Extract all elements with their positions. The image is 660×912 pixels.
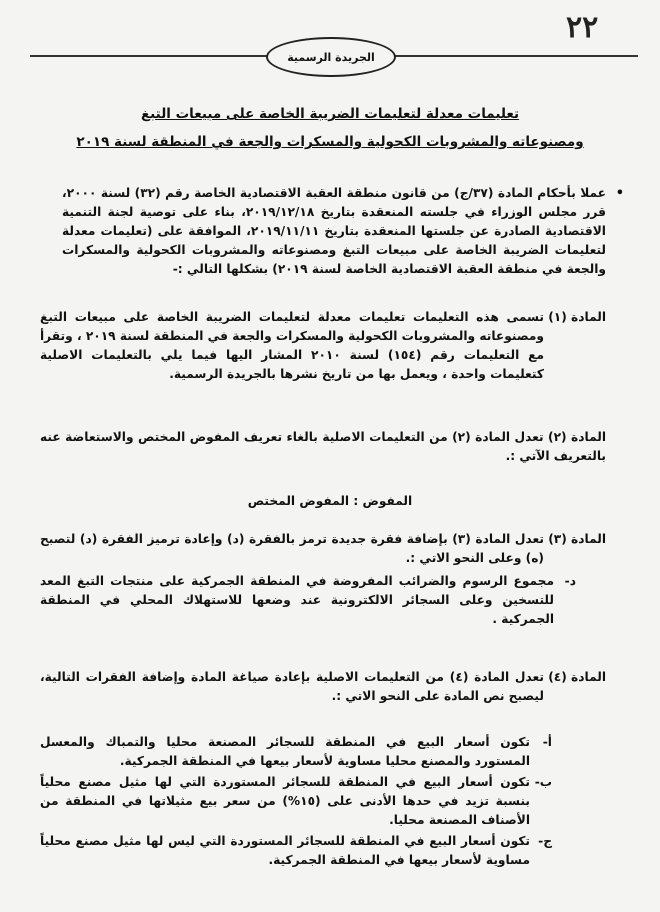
article-4-item-c bbox=[40, 832, 552, 870]
bullet-icon: • bbox=[615, 186, 624, 201]
article-4-item-c-text: تكون أسعار البيع في المنطقة للسجائر المستوردة التي ليس لها مثيل مصنع محلياً مساوية لأسعار بيعها في المنطقة الجمركية. bbox=[40, 834, 530, 867]
article-1 bbox=[40, 308, 606, 398]
title-line-1: تعليمات معدلة لتعليمات الضريبة الخاصة على مبيعات التبغ bbox=[140, 106, 520, 122]
article-4-item-b bbox=[40, 773, 552, 830]
intro-paragraph bbox=[62, 184, 624, 279]
article-3-item-d bbox=[40, 572, 576, 629]
article-4 bbox=[40, 668, 606, 708]
article-4-label: المادة (٤) bbox=[548, 670, 606, 684]
document-title bbox=[40, 100, 620, 156]
article-1-label: المادة (١) bbox=[548, 310, 606, 324]
article-2: المادة (٢) تعدل المادة (٢) من التعليمات الاصلية بالغاء تعريف المفوض المختص والاستعاضة عنه بالتعريف الآتي :. bbox=[40, 430, 607, 463]
article-4-item-b-text: تكون أسعار البيع في المنطقة للسجائر المستوردة التي لها مثيل مصنع محلياً بنسبة تزيد في حدها الأدنى على (١٥%) من سعر بيع مثيلاتها في المنطقة من الأصناف المصنعة محليا. bbox=[40, 775, 530, 827]
article-3-body: تعدل المادة (٣) بإضافة فقرة جديدة ترمز بالفقرة (د) وإعادة ترميز الفقرة (د) لتصبح (ه) وعلى النحو الاتي :. bbox=[40, 532, 544, 565]
article-4-item-a-text: تكون أسعار البيع في المنطقة للسجائر المصنعة محليا والتمباك والمعسل المستورد والمصنع محليا مساوية لأسعار بيعها في المنطقة الجمركية. bbox=[40, 735, 530, 768]
article-4-item-a-mark: أ- bbox=[542, 735, 552, 749]
article-4-item-b-mark: ب- bbox=[534, 775, 552, 789]
page-number: ٢٢ bbox=[566, 10, 599, 45]
title-line-2: ومصنوعاته والمشروبات الكحولية والمسكرات والجعة في المنطقة لسنة ٢٠١٩ bbox=[76, 134, 584, 150]
intro-text: عملا بأحكام المادة (٣٧/ج) من قانون منطقة العقبة الاقتصادية الخاصة رقم (٣٢) لسنة ٢٠٠٠، قرر مجلس الوزراء في جلسته المنعقدة بتاريخ ٢٠١٩/١٢/١٨، بناء على توصية لجنة التنمية الاقتصادية الصادرة عن جلستها المنعقدة بتاريخ ٢٠١٩/١١/١١، الموافقة على (تعليمات معدلة لتعليمات الضريبة الخاصة على مبيعات التبغ ومصنوعاته والمشروبات الكحولية والمسكرات والجعة في منطقة العقبة الاقتصادية الخاصة لسنة ٢٠١٩) بشكلها التالي :- bbox=[62, 186, 607, 276]
article-3 bbox=[40, 530, 606, 570]
article-3-label: المادة (٣) bbox=[548, 532, 606, 546]
article-4-body: تعدل المادة (٤) من التعليمات الاصلية بإعادة صياغة المادة وإضافة الفقرات التالية، ليصبح نص المادة على النحو الاتي :. bbox=[40, 670, 544, 703]
article-1-body: تسمى هذه التعليمات تعليمات معدلة لتعليمات الضريبة الخاصة على مبيعات التبغ ومصنوعاته والمشروبات الكحولية والمسكرات والجعة في المنطقة لسنة ٢٠١٩ ، وتقرأ مع التعليمات رقم (١٥٤) لسنة ٢٠١٠ المشار اليها فيما يلي بالتعليمات الاصلية كتعليمات واحدة ، ويعمل بها من تاريخ نشرها بالجريدة الرسمية. bbox=[40, 310, 544, 381]
article-3-item-mark: د- bbox=[564, 574, 576, 588]
article-3-item-text: مجموع الرسوم والضرائب المفروضة في المنطقة الجمركية على منتجات التبغ المعد للتسخين وعلى السجائر الالكترونية عند وضعها للاستهلاك المحلي في المنطقة الجمركية . bbox=[40, 574, 554, 626]
article-4-item-c-mark: ج- bbox=[538, 834, 552, 848]
article-4-item-a bbox=[40, 733, 552, 771]
article-2-definition: المفوض : المفوض المختص bbox=[247, 494, 413, 508]
gazette-header-oval bbox=[266, 37, 396, 77]
gazette-header-label: الجريدة الرسمية bbox=[287, 50, 375, 64]
